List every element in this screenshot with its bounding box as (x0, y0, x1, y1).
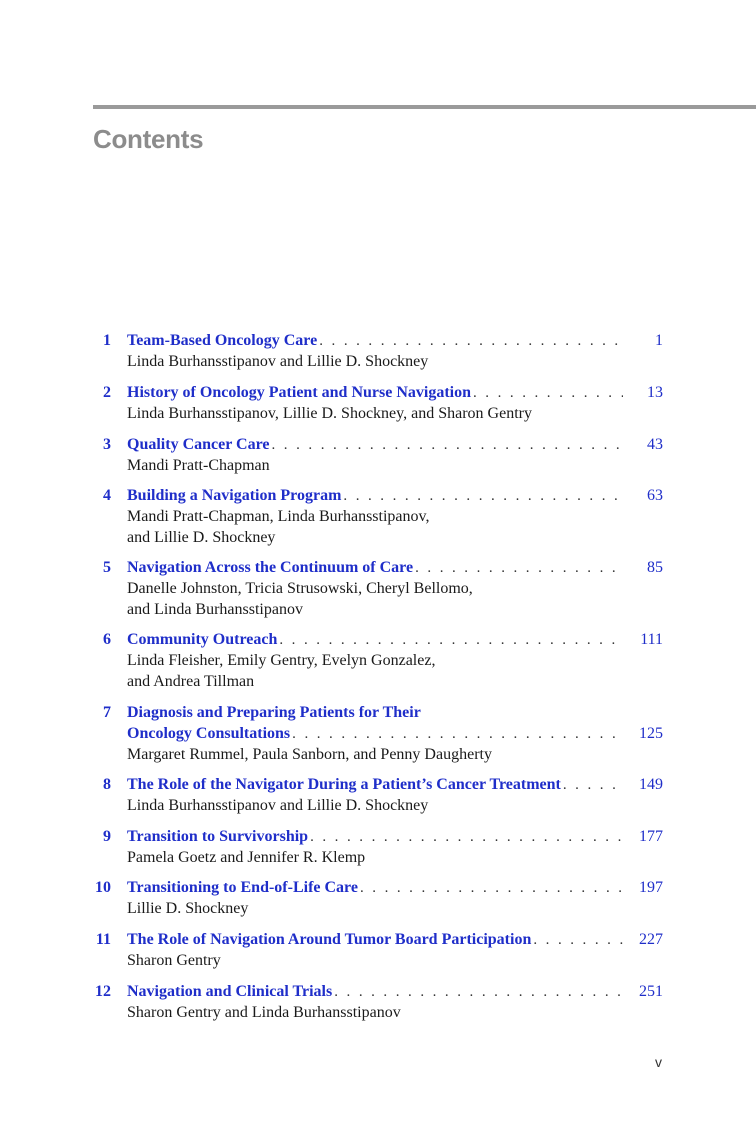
chapter-authors (127, 578, 647, 620)
chapter-title-line[interactable] (127, 981, 623, 1003)
chapter-title[interactable]: Community Outreach (127, 631, 278, 648)
dot-leader (533, 930, 623, 951)
dot-leader (334, 982, 623, 1003)
page-number[interactable]: 43 (647, 436, 663, 453)
chapter-title[interactable]: Diagnosis and Preparing Patients for Their (127, 704, 421, 721)
chapter-title-line[interactable] (127, 877, 623, 899)
chapter-number: 7 (103, 704, 111, 721)
page-number[interactable]: 1 (655, 332, 663, 349)
chapter-authors (127, 950, 647, 971)
page-number[interactable]: 197 (639, 879, 663, 896)
dot-leader (272, 435, 624, 456)
chapter-title-line[interactable] (127, 826, 623, 848)
author-line: Linda Burhansstipanov, Lillie D. Shockney, and Sharon Gentry (127, 405, 532, 422)
chapter-title-line[interactable] (127, 774, 623, 796)
page-number[interactable]: 13 (647, 384, 663, 401)
author-line: and Andrea Tillman (127, 673, 255, 690)
chapter-title[interactable]: Navigation and Clinical Trials (127, 983, 333, 1000)
author-line: Margaret Rummel, Paula Sanborn, and Penny Daugherty (127, 746, 492, 763)
author-line: Linda Burhansstipanov and Lillie D. Shockney (127, 797, 429, 814)
chapter-authors (127, 898, 647, 919)
author-line: Linda Fleisher, Emily Gentry, Evelyn Gonzalez, (127, 652, 436, 669)
dot-leader (279, 630, 623, 651)
author-line: Lillie D. Shockney (127, 900, 249, 917)
page-number[interactable]: 177 (639, 828, 663, 845)
chapter-authors (127, 351, 647, 372)
chapter-number: 3 (103, 436, 111, 453)
chapter-title-line[interactable] (127, 557, 623, 579)
chapter-title[interactable]: Building a Navigation Program (127, 487, 342, 504)
author-line: Pamela Goetz and Jennifer R. Klemp (127, 849, 366, 866)
chapter-title[interactable]: The Role of the Navigator During a Patient’s Cancer Treatment (127, 776, 561, 793)
chapter-title-line[interactable] (127, 485, 623, 507)
author-line: and Linda Burhansstipanov (127, 601, 303, 618)
chapter-title[interactable]: Navigation Across the Continuum of Care (127, 559, 414, 576)
chapter-title[interactable]: Quality Cancer Care (127, 436, 270, 453)
chapter-title-line[interactable] (127, 929, 623, 951)
chapter-authors (127, 847, 647, 868)
author-line: and Lillie D. Shockney (127, 529, 276, 546)
chapter-title[interactable]: Oncology Consultations (127, 725, 291, 742)
chapter-authors (127, 1002, 647, 1023)
chapter-number: 6 (103, 631, 111, 648)
page-number[interactable]: 111 (640, 631, 663, 648)
chapter-authors (127, 744, 647, 765)
chapter-title[interactable]: Team-Based Oncology Care (127, 332, 318, 349)
chapter-title-line[interactable] (127, 330, 623, 352)
dot-leader (292, 724, 623, 745)
chapter-title[interactable]: History of Oncology Patient and Nurse Navigation (127, 384, 471, 401)
author-line: Sharon Gentry and Linda Burhansstipanov (127, 1004, 401, 1021)
chapter-title[interactable]: Transitioning to End-of-Life Care (127, 879, 358, 896)
page-title: Contents (93, 124, 204, 154)
dot-leader (415, 558, 623, 579)
page-number[interactable]: 251 (639, 983, 663, 1000)
author-line: Danelle Johnston, Tricia Strusowski, Cheryl Bellomo, (127, 580, 473, 597)
chapter-number: 12 (95, 983, 111, 1000)
author-line: Sharon Gentry (127, 952, 221, 969)
author-line: Mandi Pratt-Chapman, Linda Burhansstipanov, (127, 508, 430, 525)
page-number[interactable]: 125 (639, 725, 663, 742)
page-number[interactable]: 227 (639, 931, 663, 948)
dot-leader (343, 486, 623, 507)
chapter-title-line[interactable] (127, 382, 623, 404)
page-folio: v (655, 1054, 662, 1070)
dot-leader (319, 331, 623, 352)
chapter-authors (127, 650, 647, 692)
author-line: Mandi Pratt-Chapman (127, 457, 270, 474)
chapter-number: 9 (103, 828, 111, 845)
chapter-authors (127, 506, 647, 548)
chapter-number: 5 (103, 559, 111, 576)
chapter-title-line[interactable] (127, 434, 623, 456)
dot-leader (310, 827, 623, 848)
chapter-authors (127, 795, 647, 816)
page-number[interactable]: 149 (639, 776, 663, 793)
chapter-title[interactable]: Transition to Survivorship (127, 828, 309, 845)
dot-leader (360, 878, 623, 899)
header-rule (93, 105, 756, 109)
chapter-title-line[interactable] (127, 723, 623, 745)
dot-leader (563, 775, 623, 796)
page-number[interactable]: 85 (647, 559, 663, 576)
chapter-title[interactable]: The Role of Navigation Around Tumor Board Participation (127, 931, 532, 948)
author-line: Linda Burhansstipanov and Lillie D. Shockney (127, 353, 429, 370)
chapter-number: 1 (103, 332, 111, 349)
chapter-title-line[interactable] (127, 629, 623, 651)
chapter-title-line[interactable] (127, 702, 623, 723)
chapter-number: 10 (95, 879, 111, 896)
chapter-number: 11 (95, 931, 111, 948)
chapter-number: 8 (103, 776, 111, 793)
chapter-number: 2 (103, 384, 111, 401)
page-number[interactable]: 63 (647, 487, 663, 504)
dot-leader (473, 383, 623, 404)
chapter-authors (127, 403, 647, 424)
chapter-number: 4 (103, 487, 111, 504)
chapter-authors (127, 455, 647, 476)
